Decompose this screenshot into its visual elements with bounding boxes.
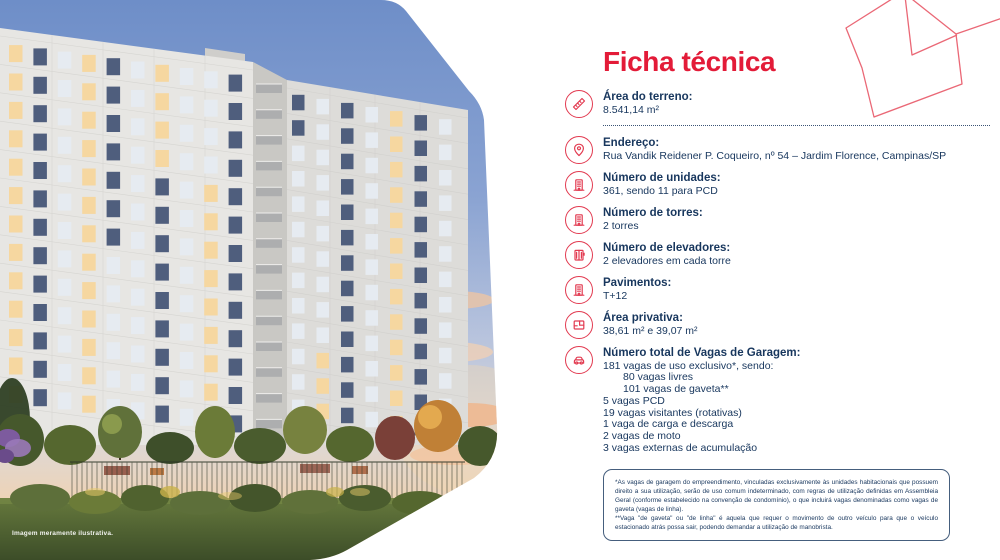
spec-label: Número de elevadores:: [603, 242, 731, 254]
spec-value: 38,61 m² e 39,07 m²: [603, 324, 698, 337]
page-title: Ficha técnica: [603, 46, 776, 77]
floorplan-icon: [565, 311, 593, 339]
image-disclaimer-caption: Imagem meramente ilustrativa.: [12, 530, 114, 537]
spec-label: Número total de Vagas de Garagem:: [603, 347, 801, 359]
spec-panel: [560, 0, 1000, 560]
location-pin-icon: [565, 136, 593, 164]
spec-item: [565, 311, 990, 339]
spec-label: Número de torres:: [603, 207, 703, 219]
spec-label: Endereço:: [603, 137, 660, 149]
spec-value: 80 vagas livres: [623, 371, 694, 384]
spec-label: Número de unidades:: [603, 172, 721, 184]
footnote-text: *As vagas de garagem do empreendimento, vinculadas exclusivamente às unidades habitacionais que possuem direito a sua utilização, serão de uso comum indeterminado, com regras de utilização definidas em Assembleia Geral (conforme estabelecido na convenção de condomínio), o que incluirá vagas denominadas como vagas de gaveta (vagas de linha).: [615, 478, 938, 513]
spec-value: T+12: [603, 289, 628, 302]
spec-value: 2 vagas de moto: [603, 430, 681, 443]
building-icon: [565, 276, 593, 304]
spec-value: 8.541,14 m²: [603, 103, 660, 116]
spec-value: Rua Vandik Reidener P. Coqueiro, nº 54 – Jardim Florence, Campinas/SP: [603, 149, 947, 162]
spec-item: [565, 276, 990, 304]
spec-item: [565, 171, 990, 199]
spec-value: 2 torres: [603, 219, 639, 232]
dotted-divider: [603, 125, 990, 126]
spec-label: Área privativa:: [603, 312, 683, 324]
footnotes-box: [603, 469, 950, 541]
spec-item: [565, 90, 990, 118]
spec-value: 5 vagas PCD: [603, 394, 665, 407]
spec-item: [565, 136, 990, 164]
spec-value: 181 vagas de uso exclusivo*, sendo:: [603, 359, 774, 372]
building-icon: [565, 171, 593, 199]
spec-value: 361, sendo 11 para PCD: [603, 184, 718, 197]
spec-item: [565, 206, 990, 234]
car-icon: [565, 346, 593, 374]
building-icon: [565, 206, 593, 234]
spec-list: [565, 90, 990, 455]
spec-item: [565, 346, 990, 455]
footnote-text: **Vaga "de gaveta" ou "de linha" é aquela que requer o movimento de outro veículo para que o veículo estacionado atrás possa sair, podendo demandar a utilização de manobrista.: [615, 514, 938, 531]
spec-label: Pavimentos:: [603, 277, 672, 289]
spec-value: 1 vaga de carga e descarga: [603, 418, 734, 431]
spec-value: 101 vagas de gaveta**: [623, 383, 729, 396]
spec-value: 3 vagas externas de acumulação: [603, 442, 758, 455]
spec-label: Área do terreno:: [603, 91, 693, 103]
terrain-area-icon: [565, 90, 593, 118]
spec-value: 19 vagas visitantes (rotativas): [603, 406, 742, 419]
elevator-icon: [565, 241, 593, 269]
spec-value: 2 elevadores em cada torre: [603, 254, 731, 267]
spec-item: [565, 241, 990, 269]
